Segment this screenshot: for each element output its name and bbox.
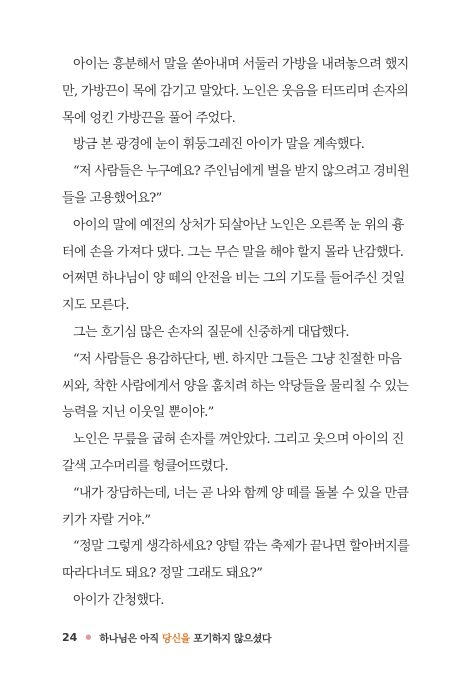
text-line: 능력을 지닌 이웃일 뿐이야.” [62, 405, 214, 421]
body-text [62, 52, 418, 615]
text-line: 씨와, 착한 사람에게서 양을 훔치려 하는 악당들을 물리칠 수 있는 [62, 378, 409, 394]
text-line: 목에 엉킨 가방끈을 풀어 주었다. [62, 110, 236, 126]
text-line: 그는 호기심 많은 손자의 질문에 신중하게 대답했다. [73, 324, 349, 340]
text-line: 노인은 무릎을 굽혀 손자를 껴안았다. 그리고 웃으며 아이의 진 [73, 432, 404, 448]
text-line: 키가 자랄 거야.” [62, 512, 151, 528]
text-line: 갈색 고수머리를 헝클어뜨렸다. [62, 458, 229, 474]
text-line: 방금 본 광경에 눈이 휘둥그레진 아이가 말을 계속했다. [73, 137, 365, 153]
text-line: 지도 모른다. [62, 298, 129, 314]
text-line: “정말 그렇게 생각하세요? 양털 깎는 축제가 끝나면 할아버지를 [73, 539, 410, 555]
text-line: 아이의 말에 예전의 상처가 되살아난 노인은 오른쪽 눈 위의 흉 [73, 217, 404, 233]
running-title [99, 630, 271, 645]
running-title-start: 하나님은 아직 [99, 633, 162, 645]
text-line: 만, 가방끈이 목에 감기고 말았다. 노인은 웃음을 터뜨리며 손자의 [62, 83, 409, 99]
text-line: “내가 장담하는데, 너는 곧 나와 함께 양 떼를 돌볼 수 있을 만큼 [73, 485, 409, 501]
separator-dot-icon: ● [85, 633, 92, 641]
running-title-end: 포기하지 않으셨다 [190, 633, 272, 645]
text-line: 터에 손을 가져다 댔다. 그는 무슨 말을 해야 할지 몰라 난감했다. [62, 244, 404, 260]
text-line: “저 사람들은 누구예요? 주인님에게 벌을 받지 않으려고 경비원 [73, 164, 410, 180]
text-line: 따라다녀도 돼요? 정말 그래도 돼요?” [62, 566, 263, 582]
page-footer [62, 629, 271, 645]
text-line: “저 사람들은 용감하단다, 벤. 하지만 그들은 그냥 친절한 마음 [73, 351, 402, 367]
text-line: 아이는 흥분해서 말을 쏟아내며 서둘러 가방을 내려놓으려 했지 [73, 57, 409, 72]
running-title-accent: 당신을 [161, 633, 191, 645]
text-line: 어쩌면 하나님이 양 떼의 안전을 비는 그의 기도를 들어주신 것일 [62, 271, 405, 287]
page-number: 24 [62, 630, 78, 644]
text-line: 아이가 간청했다. [73, 592, 164, 608]
text-line: 들을 고용했어요?” [62, 190, 162, 206]
